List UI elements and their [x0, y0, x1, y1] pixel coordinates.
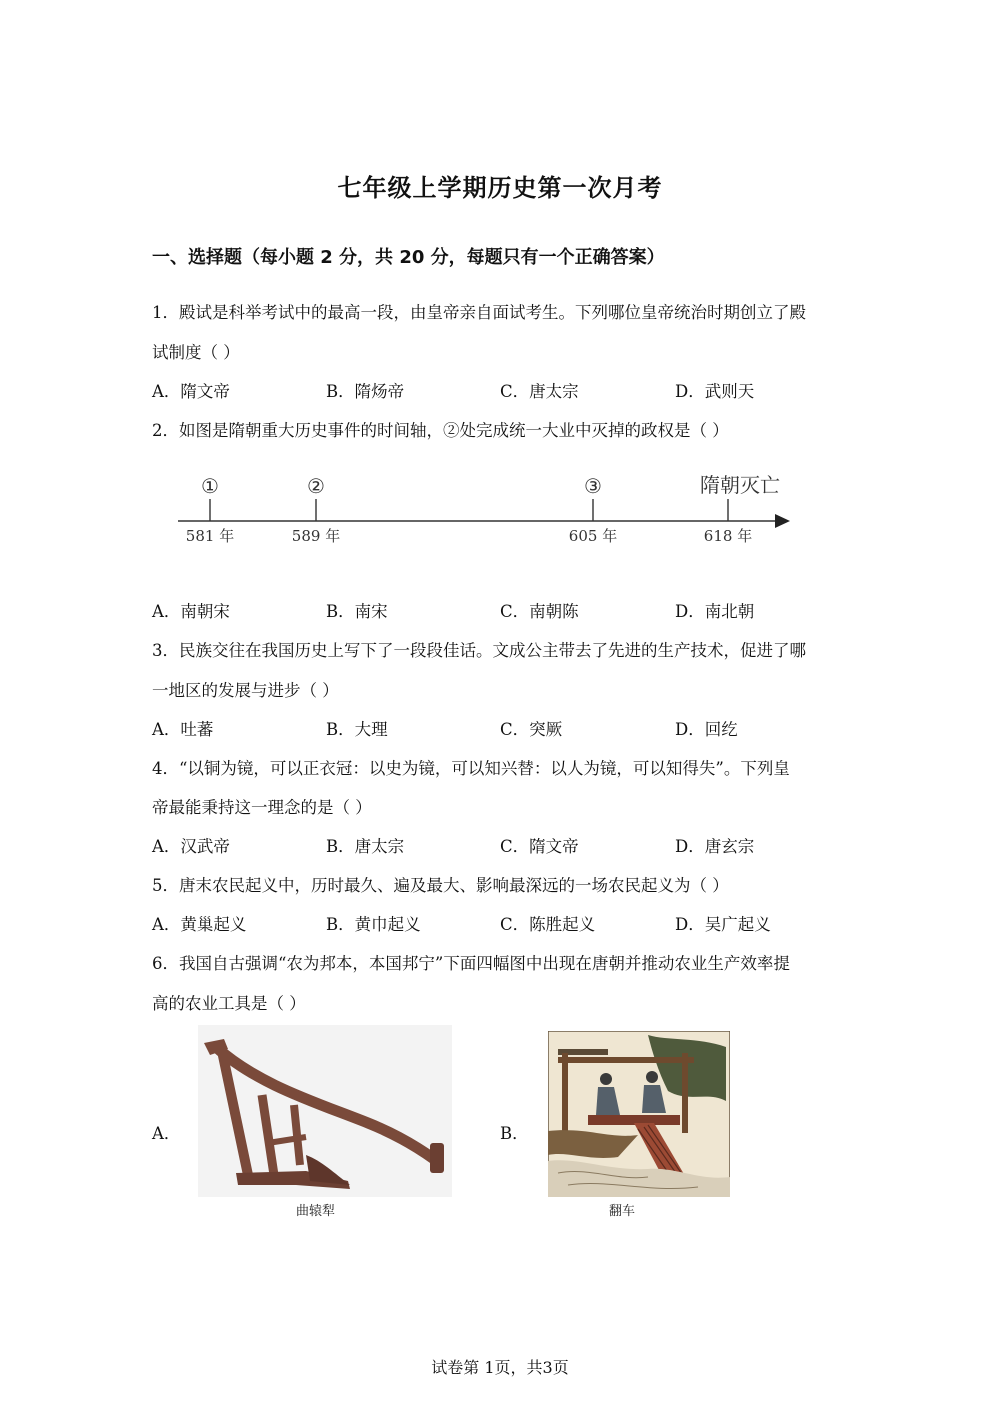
q2-option-b[interactable]: B．南宋	[326, 602, 388, 621]
q6-option-b-label[interactable]: B．	[500, 1124, 529, 1143]
q3-stem-line-2: 一地区的发展与进步（ ）	[152, 681, 339, 700]
timeline-year-618: 618 年	[703, 527, 753, 545]
q2-option-c[interactable]: C．南朝陈	[500, 602, 579, 621]
q4-option-d[interactable]: D．唐玄宗	[675, 837, 755, 856]
q5-option-c[interactable]: C．陈胜起义	[500, 915, 596, 934]
q1-option-d[interactable]: D．武则天	[675, 382, 755, 401]
q3-stem-line-1: 3．民族交往在我国历史上写下了一段段佳话。文成公主带去了先进的生产技术，促进了哪	[152, 641, 806, 660]
q5-option-b[interactable]: B．黄巾起义	[326, 915, 421, 934]
q4-stem-line-1: 4．“以铜为镜，可以正衣冠：以史为镜，可以知兴替：以人为镜，可以知得失”。下列皇	[152, 759, 790, 778]
q2-option-a[interactable]: A．南朝宋	[152, 602, 230, 621]
timeline-marker-3: ③	[584, 474, 602, 498]
q3-option-d[interactable]: D．回纥	[675, 720, 738, 739]
water-wheel-image[interactable]	[548, 1031, 730, 1197]
q1-stem-line-2: 试制度（ ）	[152, 343, 240, 362]
timeline-marker-sui-fall: 隋朝灭亡	[700, 473, 780, 497]
timeline-arrow-icon	[775, 514, 790, 528]
q1-option-c[interactable]: C．唐太宗	[500, 382, 579, 401]
q6-option-a-label[interactable]: A．	[152, 1124, 181, 1143]
q1-stem-line-1: 1．殿试是科举考试中的最高一段，由皇帝亲自面试考生。下列哪位皇帝统治时期创立了殿	[152, 303, 806, 322]
q1-option-a[interactable]: A．隋文帝	[152, 382, 230, 401]
q2-option-d[interactable]: D．南北朝	[675, 602, 755, 621]
q1-option-b[interactable]: B．隋炀帝	[326, 382, 405, 401]
page-footer: 试卷第 1页，共3页	[431, 1358, 569, 1377]
timeline-year-605: 605 年	[568, 527, 618, 545]
q5-stem-line-1: 5．唐末农民起义中，历时最久、遍及最大、影响最深远的一场农民起义为（ ）	[152, 876, 729, 895]
q5-option-d[interactable]: D．吴广起义	[675, 915, 771, 934]
timeline-marker-2: ②	[307, 474, 325, 498]
q4-option-b[interactable]: B．唐太宗	[326, 837, 405, 856]
q3-option-c[interactable]: C．突厥	[500, 720, 563, 739]
section-heading: 一、选择题（每小题 2 分，共 20 分，每题只有一个正确答案）	[152, 247, 665, 268]
timeline-year-581: 581 年	[185, 527, 235, 545]
curved-plow-image[interactable]	[198, 1025, 452, 1197]
q2-stem-line-1: 2．如图是隋朝重大历史事件的时间轴，②处完成统一大业中灭掉的政权是（ ）	[152, 421, 729, 440]
timeline-marker-1: ①	[201, 474, 219, 498]
timeline-figure	[170, 462, 800, 552]
q6-stem-line-1: 6．我国自古强调“农为邦本，本国邦宁”下面四幅图中出现在唐朝并推动农业生产效率提	[152, 954, 790, 973]
q4-option-c[interactable]: C．隋文帝	[500, 837, 579, 856]
q3-option-a[interactable]: A．吐蕃	[152, 720, 214, 739]
q5-option-a[interactable]: A．黄巢起义	[152, 915, 247, 934]
q4-stem-line-2: 帝最能秉持这一理念的是（ ）	[152, 798, 372, 817]
page-title: 七年级上学期历史第一次月考	[337, 174, 663, 202]
q3-option-b[interactable]: B．大理	[326, 720, 388, 739]
q6-stem-line-2: 高的农业工具是（ ）	[152, 994, 306, 1013]
water-wheel-caption: 翻车	[609, 1204, 636, 1219]
curved-plow-caption: 曲辕犁	[296, 1204, 336, 1219]
timeline-year-589: 589 年	[291, 527, 341, 545]
q4-option-a[interactable]: A．汉武帝	[152, 837, 230, 856]
